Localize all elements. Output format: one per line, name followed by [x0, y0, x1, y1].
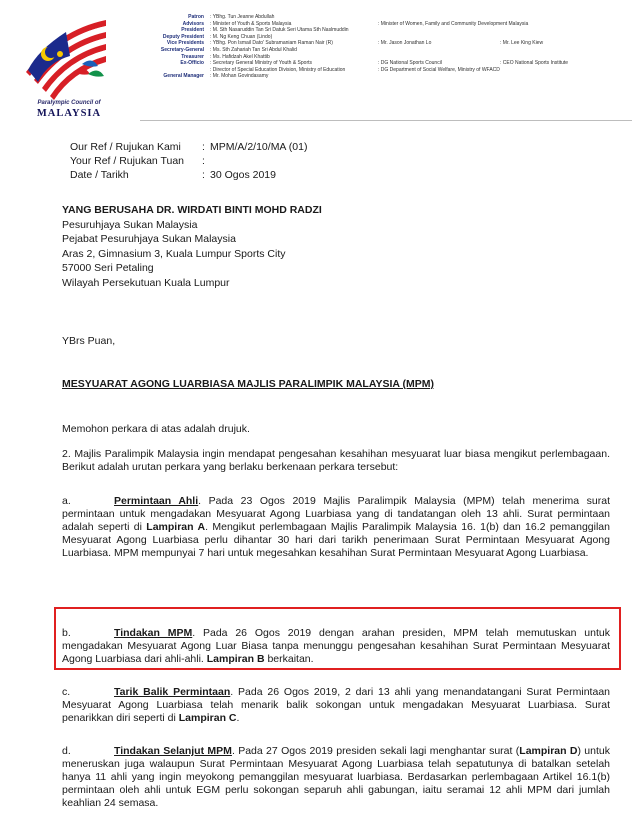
- lh-value: : Director of Special Education Division, Ministry of Education: [210, 66, 346, 73]
- lh-value: : Mr. Jason Jonathan Lo: [378, 40, 432, 47]
- lh-value: [378, 27, 488, 34]
- ref-colon: :: [202, 169, 205, 181]
- lh-label: [144, 67, 204, 74]
- salutation: YBrs Puan,: [62, 335, 116, 347]
- item-text: .: [236, 712, 240, 724]
- addressee-name: YANG BERUSAHA DR. WIRDATI BINTI MOHD RADZI: [62, 204, 322, 216]
- date-row: [70, 168, 307, 182]
- item-label: b.: [62, 627, 71, 639]
- lh-value: : Minister of Youth & Sports Malaysia: [210, 20, 292, 27]
- lh-value: : YBhg. Tun Jeanne Abdullah: [210, 14, 275, 20]
- our-ref-row: [70, 140, 307, 154]
- addressee-line: Wilayah Persekutuan Kuala Lumpur: [62, 276, 230, 289]
- item-heading: Tindakan Selanjut MPM: [114, 745, 232, 757]
- lh-value: : DG Department of Social Welfare, Ministry of WFACD: [378, 66, 500, 73]
- item-c: [62, 686, 610, 725]
- lh-label: General Manager: [163, 73, 204, 80]
- lh-value: : DG National Sports Council: [378, 60, 442, 67]
- lh-value: : CEO National Sports Institute: [500, 60, 569, 67]
- item-heading: Permintaan Ahli: [114, 495, 199, 507]
- lh-value: : Mr. Mohan Govindasamy: [210, 73, 269, 80]
- lh-value: [378, 73, 488, 80]
- your-ref-label: Your Ref / Rujukan Tuan: [70, 155, 185, 167]
- item-text: . Pada 26 Ogos 2019, 2 dari 13 ahli yang menandatangani Surat Permintaan Mesyuarat Agong Luarbiasa telah menarik balik sokongan untuk mengadakan Mesyuarat Luarbiasa. Surat penarikkan diri seperti di: [62, 686, 610, 724]
- item-text: . Pada 27 Ogos 2019 presiden sekali lagi menghantar surat (: [231, 745, 520, 757]
- item-heading: Tarik Balik Permintaan: [114, 686, 231, 698]
- lh-value: [500, 73, 632, 80]
- lh-value: : Ms. Hafidzah Akel Khattib: [210, 53, 270, 60]
- item-text: . Pada 26 Ogos 2019 dengan arahan presiden, MPM telah memutuskan untuk mengadakan Mesyuarat Agong Luar Biasa tanpa menunggu pengesahan kesahihan Surat Permintaan Mesyuarat Agong Luarbiasa dari ahli-ahli.: [62, 627, 610, 665]
- lh-value: [500, 14, 632, 21]
- lh-value: : YBhg. Pon Ismail Dato' Subramaniam Raman Nair (R): [210, 40, 333, 47]
- item-text: . Pada 23 Ogos 2019 Majlis Paralimpik Malaysia (MPM) telah menerima surat permintaan untuk mengadakan Mesyuarat Agong Luarbiasa yang di tandatangan oleh 13 ahli. Surat permintaan adalah seperti di: [62, 495, 610, 533]
- item-heading: Tindakan MPM: [114, 627, 193, 639]
- ref-colon: :: [202, 141, 205, 153]
- lh-value: [378, 14, 488, 21]
- item-text: ) untuk meneruskan juga walaupun Surat Permintaan Mesyuarat Agong Luarbiasa telah sepatutunya di batalkan setelah hanya 11 ahli yang ingin meyokong pemanggilan mesyuarat luarbiasa. Berdasarkan perlembagaan Artikel 16.1(b) permintaan oleh ahli untuk EGM perlu sokongan separuh ahli gabungan, iaitu seramai 12 ahli MPM dari jumlah keahlian 24 semasa.: [62, 745, 610, 809]
- org-name-small: Paralympic Council of: [37, 100, 101, 106]
- org-name-large: MALAYSIA: [36, 108, 102, 119]
- lh-value: [378, 47, 488, 54]
- ref-colon: :: [202, 155, 205, 167]
- item-a: [62, 495, 610, 560]
- lh-value: [500, 34, 632, 41]
- subject-heading: MESYUARAT AGONG LUARBIASA MAJLIS PARALIMPIK MALAYSIA (MPM): [62, 378, 434, 390]
- addressee-block: [62, 203, 322, 290]
- addressee-line: Pesuruhjaya Sukan Malaysia: [62, 218, 198, 231]
- lh-value: : M. Ng Keng Chuan (Lindo): [210, 33, 273, 40]
- flag-stripes-icon: [26, 20, 106, 100]
- date-value: 30 Ogos 2019: [210, 169, 276, 181]
- item-label: d.: [62, 745, 71, 757]
- lh-value: [500, 21, 632, 28]
- paragraph-2: 2. Majlis Paralimpik Malaysia ingin mendapat pengesahan kesahihan mesyuarat luar biasa mengikut perlembagaan. Berikut adalah urutan perkara yang berlaku berkenaan perkara tersebut:: [62, 448, 610, 473]
- lh-value: [500, 27, 632, 34]
- item-text: berkaitan.: [264, 653, 314, 665]
- addressee-line: 57000 Seri Petaling: [62, 262, 154, 274]
- lh-label: Treasurer: [181, 53, 204, 60]
- lh-label: Ex-Officio: [180, 60, 204, 67]
- paragraph-1: Memohon perkara di atas adalah drujuk.: [62, 423, 250, 435]
- lh-value: [500, 54, 632, 61]
- our-ref-label: Our Ref / Rujukan Kami: [70, 141, 181, 153]
- lh-value: : Secretary General Ministry of Youth & Sports: [210, 60, 312, 67]
- item-text: . Mengikut perlembagaan Majlis Paralimpik Malaysia 16. 1(b) dan 16.2 pemanggilan Mesyuarat Agong Luarbiasa perlu dihantar 30 hari dari tarikh penerimaan Surat Permintaan Mesyuarat Agong Luarbiasa. MPM mempunyai 7 hari untuk megesahkan kesahihan Surat Permintaan Mesyuarat Agong Luarbiasa.: [62, 521, 610, 559]
- lh-label: Vice Presidents: [166, 40, 204, 47]
- letterhead-col3: [500, 14, 632, 80]
- your-ref-row: [70, 154, 307, 168]
- item-label: a.: [62, 495, 71, 507]
- lh-label: Patron: [188, 14, 204, 20]
- item-attachment: Lampiran C: [178, 712, 237, 724]
- letterhead-labels: [144, 14, 204, 80]
- our-ref-value: MPM/A/2/10/MA (01): [210, 141, 308, 153]
- lh-label: Advisors: [182, 20, 204, 27]
- lh-value: [500, 47, 632, 54]
- addressee-line: Aras 2, Gimnasium 3, Kuala Lumpur Sports City: [62, 247, 286, 260]
- lh-value: [500, 67, 632, 74]
- item-d: [62, 745, 610, 810]
- lh-value: : M. Sth Nasaruddin Tan Sri Datuk Seri Utama Sth Naslmuddin: [210, 27, 349, 34]
- item-attachment: Lampiran B: [206, 653, 265, 665]
- lh-value: [378, 54, 488, 61]
- item-label: c.: [62, 686, 71, 698]
- lh-value: : Ms. Sth Zahariah Tan Sri Abdul Khalid: [210, 46, 297, 53]
- lh-value: : Minister of Women, Family and Community Development Malaysia: [378, 20, 529, 27]
- addressee-line: Pejabat Pesuruhjaya Sukan Malaysia: [62, 233, 236, 245]
- lh-label: President: [181, 27, 204, 34]
- item-attachment: Lampiran A: [146, 521, 206, 533]
- reference-block: [70, 140, 307, 182]
- lh-label: Secretary-General: [160, 46, 204, 53]
- lh-value: : Mr. Lee King Kiew: [500, 40, 544, 47]
- lh-label: Deputy President: [162, 33, 204, 40]
- highlight-box: [54, 607, 621, 670]
- letterhead-divider: [140, 120, 632, 121]
- lh-value: [378, 34, 488, 41]
- item-attachment: Lampiran D: [519, 745, 578, 757]
- date-label: Date / Tarikh: [70, 169, 129, 181]
